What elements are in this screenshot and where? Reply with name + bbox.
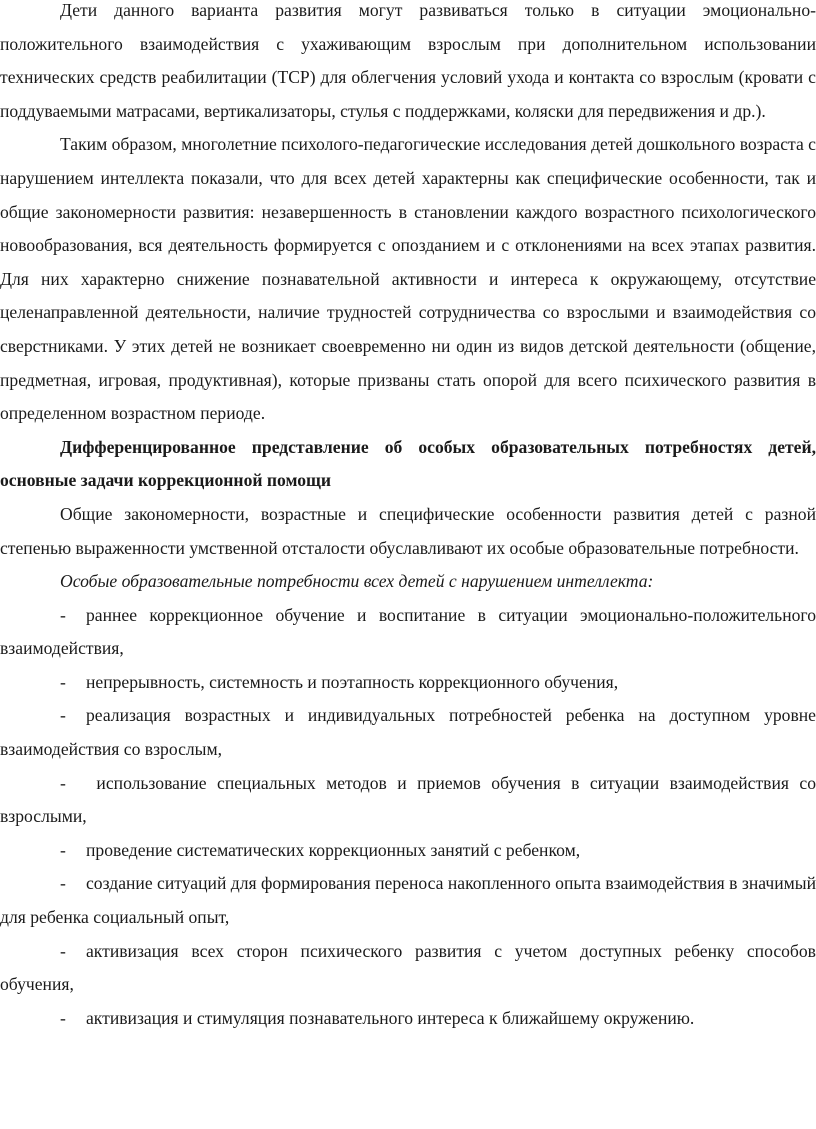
list-dash: - bbox=[60, 839, 66, 860]
section-heading: Дифференцированное представление об особых образовательных потребностях детей, основные задачи коррекционной помощи bbox=[0, 436, 816, 491]
list-item-text: активизация и стимуляция познавательного интереса к ближайшему окружению. bbox=[86, 1007, 695, 1028]
list-item bbox=[0, 767, 816, 834]
list-item-text: использование специальных методов и приемов обучения в ситуации взаимодействия со взрослыми, bbox=[0, 772, 816, 827]
list-item bbox=[0, 867, 816, 934]
list-dash: - bbox=[60, 772, 66, 793]
list-dash: - bbox=[60, 1007, 66, 1028]
list-item-text: непрерывность, системность и поэтапность коррекционного обучения, bbox=[86, 671, 619, 692]
list-item-text: создание ситуаций для формирования переноса накопленного опыта взаимодействия в значимый для ребенка социальный опыт, bbox=[0, 873, 816, 928]
list-item bbox=[0, 599, 816, 666]
list-dash: - bbox=[60, 705, 66, 726]
list-item-text: реализация возрастных и индивидуальных потребностей ребенка на доступном уровне взаимодействия со взрослым, bbox=[0, 705, 816, 760]
list-dash: - bbox=[60, 873, 66, 894]
intro-paragraph: Дети данного варианта развития могут развиваться только в ситуации эмоционально-положительного взаимодействия с ухаживающим взрослым при дополнительном использовании технических средств реабилитации (ТСР) для облегчения условий ухода и контакта со взрослым (кровати с поддуваемыми матрасами, вертикализаторы, стулья с поддержками, коляски для передвижения и др.). bbox=[0, 0, 816, 121]
list-item bbox=[0, 935, 816, 1002]
list-item bbox=[0, 1002, 816, 1036]
list-item-text: активизация всех сторон психического развития с учетом доступных ребенку способов обучения, bbox=[0, 940, 816, 995]
list-dash: - bbox=[60, 940, 66, 961]
list-item bbox=[0, 834, 816, 868]
list-dash: - bbox=[60, 671, 66, 692]
needs-list bbox=[0, 599, 816, 1036]
general-paragraph: Общие закономерности, возрастные и специфические особенности развития детей с разной степенью выраженности умственной отсталости обуславливают их особые образовательные потребности. bbox=[0, 503, 816, 558]
list-item bbox=[0, 666, 816, 700]
list-dash: - bbox=[60, 604, 66, 625]
needs-list-title: Особые образовательные потребности всех детей с нарушением интеллекта: bbox=[60, 571, 654, 592]
list-item-text: проведение систематических коррекционных занятий с ребенком, bbox=[86, 839, 581, 860]
list-item bbox=[0, 699, 816, 766]
summary-paragraph: Таким образом, многолетние психолого-педагогические исследования детей дошкольного возраста с нарушением интеллекта показали, что для всех детей характерны как специфические особенности, так и общие закономерности развития: незавершенность в становлении каждого возрастного психологического новообразования, вся деятельность формируется с опозданием и с отклонениями на всех этапах развития. Для них характерно снижение познавательной активности и интереса к окружающему, отсутствие целенаправленной деятельности, наличие трудностей сотрудничества со взрослыми и взаимодействия со сверстниками. У этих детей не возникает своевременно ни один из видов детской деятельности (общение, предметная, игровая, продуктивная), которые призваны стать опорой для всего психического развития в определенном возрастном периоде. bbox=[0, 134, 816, 424]
list-item-text: раннее коррекционное обучение и воспитание в ситуации эмоционально-положительного взаимодействия, bbox=[0, 604, 816, 659]
